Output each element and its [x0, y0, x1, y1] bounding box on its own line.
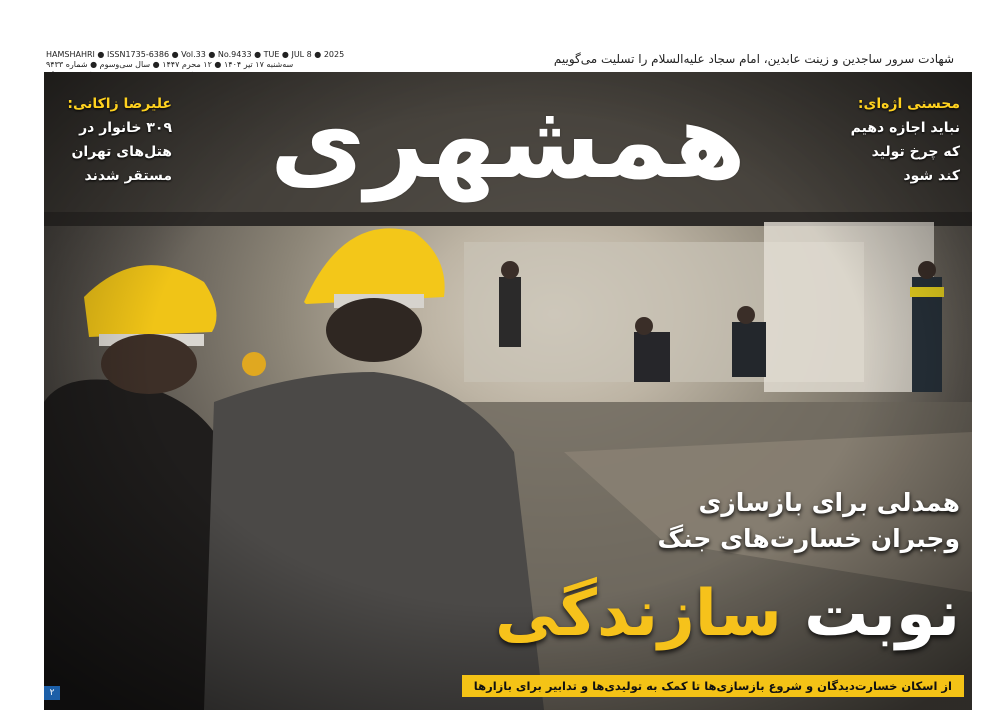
side-right-line2: که چرخ تولید: [871, 144, 960, 160]
side-left-line3: مستقر شدند: [84, 168, 172, 184]
newspaper-logo: همشهری: [269, 80, 747, 202]
meta-line-en: HAMSHAHRI ● ISSN1735-6386 ● Vol.33 ● No.9433 ● TUE ● JUL 8 ● 2025: [46, 50, 345, 59]
sub-headline: [540, 485, 960, 557]
date-line-fa: سه‌شنبه ۱۷ تیر ۱۴۰۴ ● ۱۲ محرم ۱۴۴۷ ● سال سی‌وسوم ● شماره ۹۴۳۳: [46, 60, 294, 69]
main-headline-word1: نوبت: [804, 577, 960, 651]
side-left-speaker: علیرضا زاکانی:: [67, 96, 172, 112]
side-left-line2: هتل‌های تهران: [71, 144, 172, 160]
sub-headline-line2: وجبران خسارت‌های جنگ: [657, 524, 960, 553]
side-story-right: [840, 92, 960, 188]
eulogy-line: شهادت سرور ساجدین و زینت عابدین، امام سجاد علیه‌السلام را تسلیت می‌گوییم: [553, 52, 954, 66]
page-number-badge: ۲: [44, 686, 60, 700]
headline-strap: از اسکان خسارت‌دیدگان و شروع بازسازی‌ها تا کمک به تولیدی‌ها و تدابیر برای بازارها: [462, 675, 964, 697]
side-right-line1: نباید اجازه دهیم: [850, 120, 960, 136]
side-story-left: [52, 92, 172, 188]
main-headline: [495, 574, 960, 654]
main-headline-word2: سازندگی: [495, 577, 782, 651]
top-bar: [0, 0, 1000, 70]
side-right-line3: کند شود: [903, 168, 960, 184]
side-left-line1: ۳۰۹ خانوار در: [79, 120, 172, 136]
sub-headline-line1: همدلی برای بازسازی: [698, 488, 960, 517]
side-right-speaker: محسنی اژه‌ای:: [857, 96, 960, 112]
